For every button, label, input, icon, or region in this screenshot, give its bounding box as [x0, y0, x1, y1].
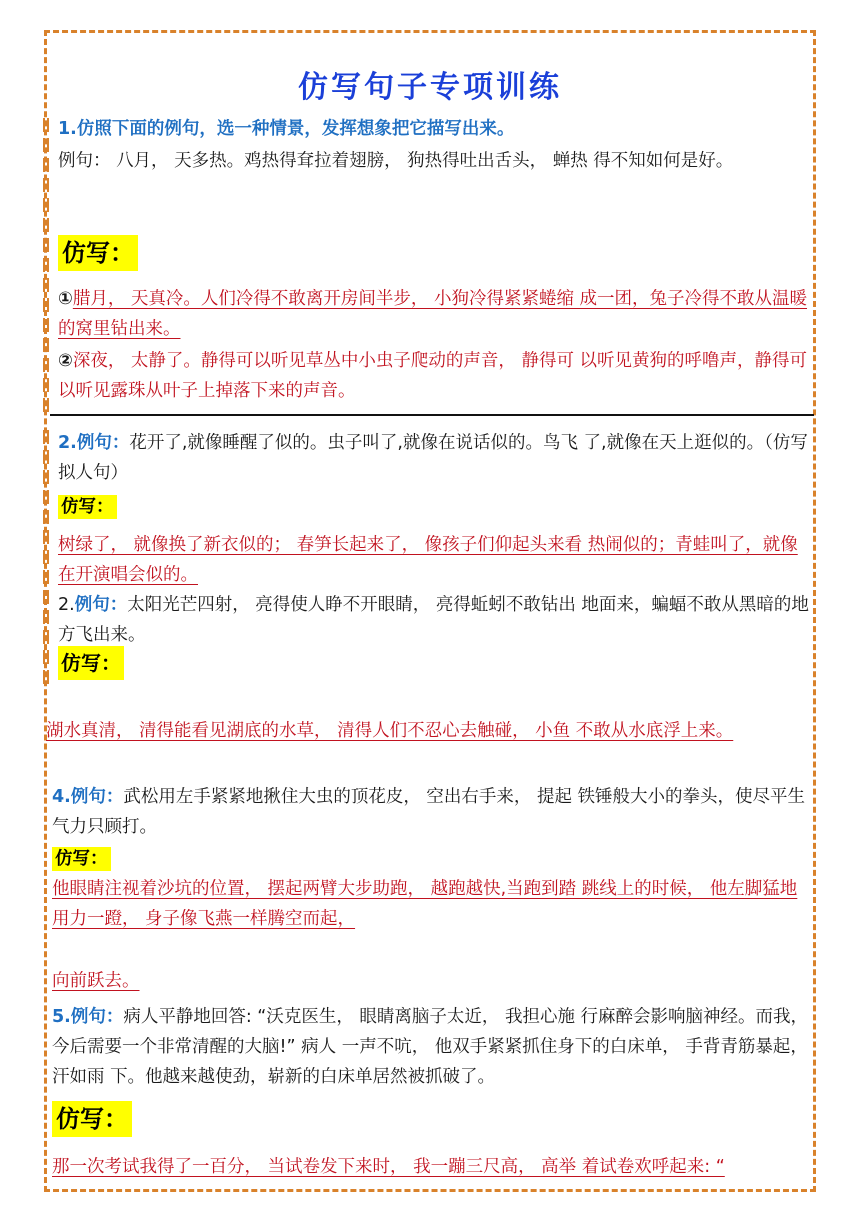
q4-label-row	[52, 844, 804, 874]
q5-example	[52, 1002, 810, 1092]
q5-answer-text: 那一次考试我得了一百分， 当试卷发下来时， 我一蹦三尺高， 高举 着试卷欢呼起来: “	[52, 1157, 725, 1177]
q4-answer-end	[52, 966, 804, 996]
page-title: 仿写句子专项训练	[298, 70, 562, 105]
q3-answer-text: 湖水真清， 清得能看见湖底的水草， 清得人们不忍心去触碰， 小鱼 不敢从水底浮上来。	[46, 721, 734, 741]
q3-example	[58, 590, 810, 650]
q3-number: 2.	[58, 595, 75, 615]
q4-example-label: 4.例句：	[52, 787, 124, 807]
q1-answer-2-marker: ②	[58, 351, 73, 371]
q2-imitation-label: 仿写：	[58, 495, 117, 519]
q5-example-text: 病人平静地回答: “沃克医生， 眼睛离脑子太近， 我担心施 行麻醉会影响脑神经。而我， 今后需要一个非常清醒的大脑!” 病人 一声不吭， 他双手紧紧抓住身下的白床单， 手背青筋暴起， 汗如雨 下。他越来越使劲，崭新的白床单居然被抓破了。	[52, 1007, 809, 1087]
q2-example-text: 花开了,就像睡醒了似的。虫子叫了,就像在说话似的。鸟飞 了,就像在天上逛似的。（仿写拟人句）	[58, 433, 808, 483]
margin-binding-marks-upper	[43, 118, 53, 418]
q4-example	[52, 782, 810, 842]
q2-label-row	[58, 492, 810, 522]
q3-imitation-label: 仿写：	[58, 646, 124, 680]
q3-answer	[46, 716, 810, 746]
q1-label-row	[58, 238, 810, 271]
q1-example: 例句： 八月， 天多热。鸡热得耷拉着翅膀， 狗热得吐出舌头， 蝉热 得不知如何是好。	[58, 151, 734, 171]
q1-heading	[58, 114, 810, 144]
margin-binding-marks-middle	[43, 430, 53, 690]
q4-answer	[52, 874, 810, 934]
q4-example-text: 武松用左手紧紧地揪住大虫的顶花皮， 空出右手来， 提起 铁锤般大小的拳头，使尽平生气力只顾打。	[52, 787, 806, 837]
q1-instruction: 1.仿照下面的例句，选一种情景，发挥想象把它描写出来。	[58, 119, 515, 139]
q5-example-label: 5.例句：	[52, 1007, 124, 1027]
q3-label-row	[58, 648, 810, 680]
q1-answer-1-text: 腊月， 天真冷。人们冷得不敢离开房间半步， 小狗冷得紧紧蜷缩 成一团，兔子冷得不敢从温暖的窝里钻出来。	[58, 289, 808, 339]
q5-label-row	[52, 1104, 804, 1137]
q4-imitation-label: 仿写：	[52, 847, 111, 871]
q4-answer-text: 他眼睛注视着沙坑的位置， 摆起两臂大步助跑， 越跑越快,当跑到踏 跳线上的时候， 他左脚猛地用力一蹬， 身子像飞燕一样腾空而起，	[52, 879, 798, 929]
q2-example	[58, 428, 810, 488]
q1-answer-2	[58, 346, 810, 406]
q2-answer-text: 树绿了， 就像换了新衣似的； 春笋长起来了， 像孩子们仰起头来看 热闹似的；青蛙叫了，就像在开演唱会似的。	[58, 535, 798, 585]
q2-answer	[58, 530, 810, 590]
q4-answer-end-text: 向前跃去。	[52, 971, 140, 991]
q3-example-label: 例句：	[74, 595, 128, 615]
q3-example-text: 太阳光芒四射， 亮得使人睁不开眼睛， 亮得蚯蚓不敢钻出 地面来，蝙蝠不敢从黑暗的地方飞出来。	[58, 595, 809, 645]
q5-answer	[52, 1152, 810, 1182]
q2-example-label: 2.例句：	[58, 433, 130, 453]
q1-imitation-label: 仿写：	[58, 235, 138, 271]
q1-answer-1	[58, 284, 810, 344]
q5-imitation-label: 仿写：	[52, 1101, 132, 1137]
section-divider	[50, 414, 814, 416]
q1-answer-2-text: 深夜， 太静了。静得可以听见草丛中小虫子爬动的声音， 静得可 以听见黄狗的呼噜声，静得可以听见露珠从叶子上掉落下来的声音。	[58, 351, 808, 401]
q1-answer-1-marker: ①	[58, 289, 73, 309]
